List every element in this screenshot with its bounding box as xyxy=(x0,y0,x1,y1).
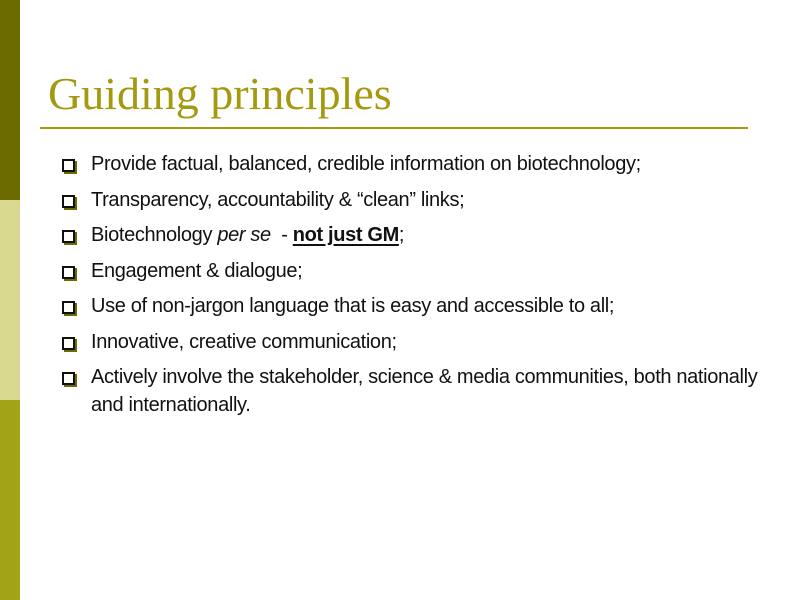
bullet-text-separator: - xyxy=(270,224,293,246)
bullet-item xyxy=(62,328,762,356)
bullet-text-end: ; xyxy=(398,224,405,246)
bullet-item xyxy=(62,221,762,249)
bullet-item xyxy=(62,186,762,214)
bullet-text: Actively involve the stakeholder, science & media communities, both nationally and internationally. xyxy=(91,366,758,416)
side-bar-bottom xyxy=(0,400,20,600)
bullet-text: Provide factual, balanced, credible information on biotechnology; xyxy=(91,153,641,175)
slide-title: Guiding principles xyxy=(48,68,392,119)
bullet-text-italic: per se xyxy=(217,224,271,246)
bullet-item xyxy=(62,150,762,178)
side-bar-top xyxy=(0,0,20,200)
bullet-text-plain: Biotechnology xyxy=(91,224,218,246)
bullet-text-emphasis: not just GM xyxy=(292,224,399,246)
bullet-item xyxy=(62,363,762,419)
square-bullet-icon xyxy=(62,372,75,385)
square-bullet-icon xyxy=(62,301,75,314)
bullet-list xyxy=(62,150,762,427)
title-divider xyxy=(40,127,748,129)
bullet-text: Transparency, accountability & “clean” links; xyxy=(91,188,465,211)
square-bullet-icon xyxy=(62,230,75,243)
square-bullet-icon xyxy=(62,266,75,279)
square-bullet-icon xyxy=(62,195,75,208)
bullet-text: Innovative, creative communication; xyxy=(91,330,397,353)
square-bullet-icon xyxy=(62,337,75,350)
bullet-text: Engagement & dialogue; xyxy=(91,259,303,282)
square-bullet-icon xyxy=(62,159,75,172)
bullet-item xyxy=(62,257,762,285)
bullet-text: Use of non-jargon language that is easy and accessible to all; xyxy=(91,295,615,317)
side-bar-middle xyxy=(0,200,20,400)
bullet-item xyxy=(62,292,762,320)
